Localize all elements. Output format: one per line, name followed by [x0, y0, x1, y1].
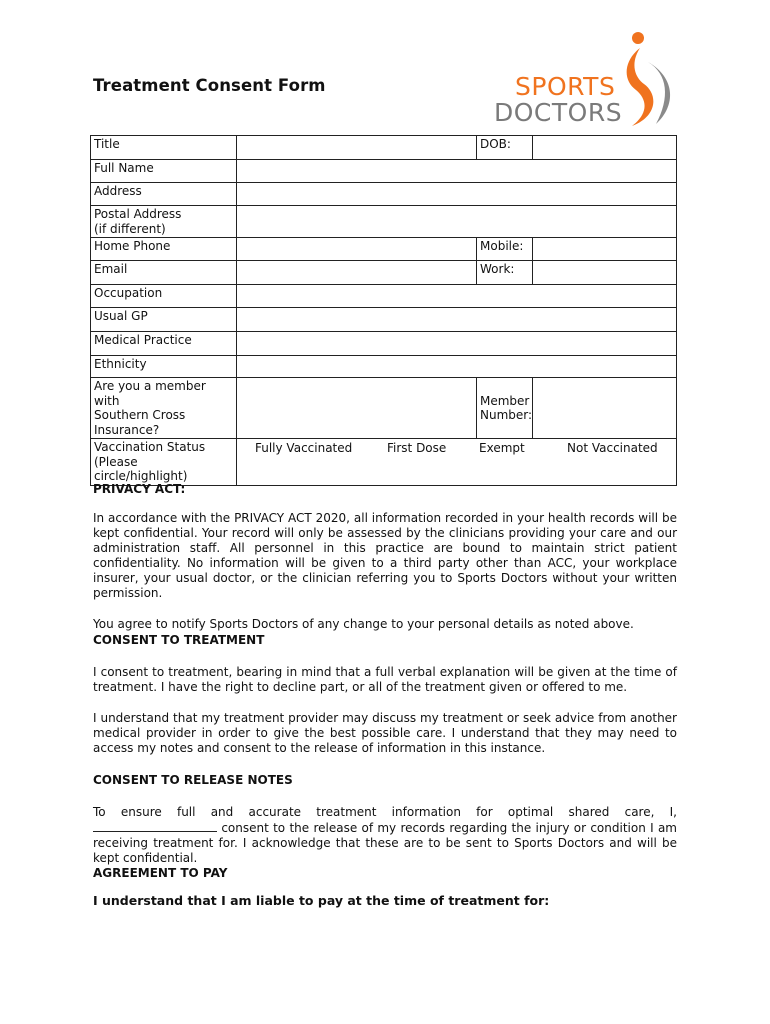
dob-label: DOB: [477, 136, 533, 160]
title-label: Title [91, 136, 237, 160]
occupation-label: Occupation [91, 285, 237, 308]
vaccination-option-fully-vaccinated[interactable]: Fully Vaccinated [255, 441, 353, 455]
consent-treatment-heading: CONSENT TO TREATMENT [93, 633, 265, 647]
home-phone-field[interactable] [237, 238, 477, 261]
agreement-section [93, 866, 677, 908]
member-number-label: Member Number: [477, 378, 533, 439]
southern-cross-label: Are you a member with Southern Cross Insurance? [91, 378, 237, 439]
logo-doctors-text: DOCTORS [494, 98, 623, 127]
agreement-heading: AGREEMENT TO PAY [93, 866, 228, 880]
athlete-figure-icon [618, 28, 678, 132]
medical-practice-field[interactable] [237, 332, 677, 356]
consent-treatment-paragraph-1: I consent to treatment, bearing in mind that a full verbal explanation will be given at the time of treatment. I have the right to decline part, or all of the treatment given or offered to me. [93, 665, 677, 694]
consent-name-blank[interactable] [93, 820, 217, 832]
work-label: Work: [477, 261, 533, 285]
privacy-heading: PRIVACY ACT: [93, 482, 186, 496]
full-name-field[interactable] [237, 160, 677, 183]
usual-gp-field[interactable] [237, 308, 677, 332]
notify-paragraph: You agree to notify Sports Doctors of any change to your personal details as noted above. [93, 617, 634, 631]
vaccination-status-label: Vaccination Status (Please circle/highlight) [91, 439, 237, 486]
privacy-section [93, 482, 677, 632]
form-title: Treatment Consent Form [93, 76, 326, 95]
ethnicity-label: Ethnicity [91, 356, 237, 378]
mobile-field[interactable] [533, 238, 677, 261]
patient-details-table [90, 135, 677, 486]
address-label: Address [91, 183, 237, 206]
agreement-line: I understand that I am liable to pay at the time of treatment for: [93, 893, 550, 908]
logo-sports-text: SPORTS [515, 72, 616, 101]
email-field[interactable] [237, 261, 477, 285]
usual-gp-label: Usual GP [91, 308, 237, 332]
title-field[interactable] [237, 136, 477, 160]
vaccination-option-first-dose[interactable]: First Dose [387, 441, 447, 455]
postal-address-label: Postal Address (if different) [91, 206, 237, 238]
consent-release-paragraph: To ensure full and accurate treatment information for optimal shared care, I, consent to the release of my records regarding the injury or condition I am receiving treatment for. I acknowledge that these are to be sent to Sports Doctors and will be kept confidential. [93, 805, 677, 865]
work-field[interactable] [533, 261, 677, 285]
southern-cross-field[interactable] [237, 378, 477, 439]
vaccination-option-exempt[interactable]: Exempt [479, 441, 525, 455]
postal-address-field[interactable] [237, 206, 677, 238]
full-name-label: Full Name [91, 160, 237, 183]
consent-release-heading: CONSENT TO RELEASE NOTES [93, 773, 293, 787]
email-label: Email [91, 261, 237, 285]
home-phone-label: Home Phone [91, 238, 237, 261]
medical-practice-label: Medical Practice [91, 332, 237, 356]
consent-treatment-section [93, 633, 677, 756]
vaccination-option-not-vaccinated[interactable]: Not Vaccinated [567, 441, 658, 455]
consent-treatment-paragraph-2: I understand that my treatment provider may discuss my treatment or seek advice from another medical provider in order to give the best possible care. I understand that they may need to access my notes and consent to the release of information in this instance. [93, 711, 677, 755]
sports-doctors-logo [492, 28, 682, 132]
occupation-field[interactable] [237, 285, 677, 308]
ethnicity-field[interactable] [237, 356, 677, 378]
member-number-field[interactable] [533, 378, 677, 439]
address-field[interactable] [237, 183, 677, 206]
dob-field[interactable] [533, 136, 677, 160]
mobile-label: Mobile: [477, 238, 533, 261]
vaccination-options [237, 439, 677, 486]
privacy-paragraph: In accordance with the PRIVACY ACT 2020, all information recorded in your health records will be kept confidential. Your record will only be assessed by the clinicians providing your care and our administration staff. All personnel in this practice are bound to maintain strict patient confidentiality. No information will be given to a third party other than ACC, your workplace insurer, your usual doctor, or the clinician referring you to Sports Doctors without your written permission. [93, 511, 677, 600]
consent-release-section [93, 773, 677, 866]
